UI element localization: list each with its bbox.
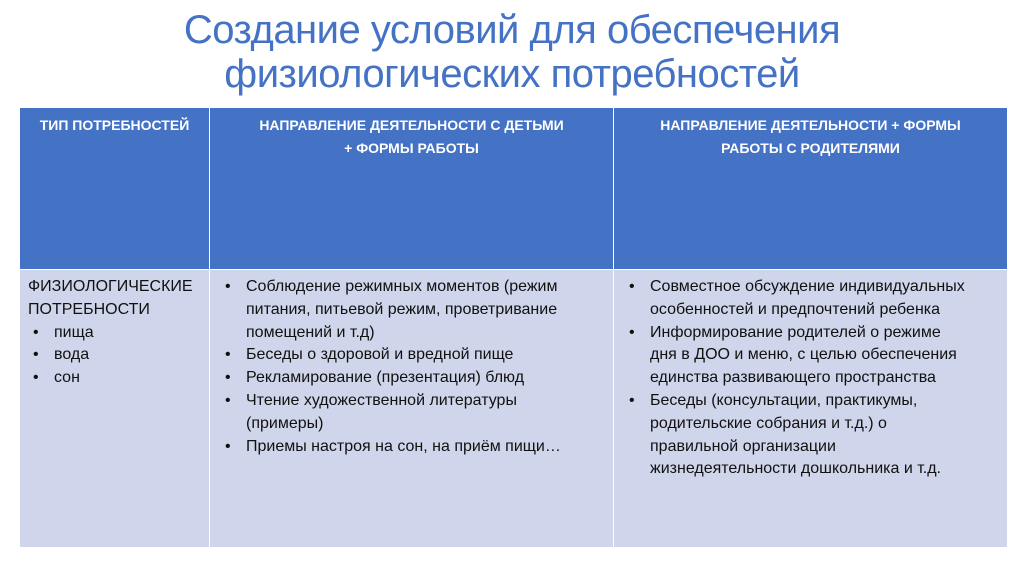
list-item-line: дня в ДОО и меню, с целью обеспечения [650, 346, 957, 364]
list-item-line: • Соблюдение режимных моментов (режим [246, 278, 558, 295]
list-item-line: правильной организации [650, 437, 836, 455]
header-text: НАПРАВЛЕНИЕ ДЕЯТЕЛЬНОСТИ С ДЕТЬМИ [259, 117, 564, 133]
list-item-line: питания, питьевой режим, проветривание [246, 300, 558, 318]
list-item [220, 344, 605, 367]
list-item-line: • Информирование родителей о режиме [650, 323, 941, 341]
list-item [624, 276, 999, 322]
list-item-line: • Чтение художественной литературы [246, 391, 517, 409]
need-list [28, 322, 201, 390]
list-item-line: • Беседы (консультации, практикумы, [650, 391, 918, 409]
need-type-cell [20, 270, 210, 548]
list-item [220, 276, 605, 344]
list-item-line: (примеры) [246, 414, 324, 432]
list-item [220, 436, 605, 459]
header-children [210, 108, 614, 270]
header-parents [614, 108, 1008, 270]
parents-list [624, 276, 999, 481]
list-item: • пища [28, 322, 201, 345]
parents-cell [614, 270, 1008, 548]
list-item-line: • Рекламирование (презентация) блюд [246, 369, 525, 387]
list-item-line: особенностей и предпочтений ребенка [650, 300, 941, 318]
children-cell [210, 270, 614, 548]
children-list [220, 276, 605, 458]
list-item-line: • Совместное обсуждение индивидуальных [650, 278, 965, 295]
list-item-line: единства развивающего пространства [650, 369, 936, 387]
list-item: • сон [28, 367, 201, 390]
header-text: ТИП ПОТРЕБНОСТЕЙ [39, 117, 190, 133]
need-heading: ПОТРЕБНОСТИ [28, 300, 150, 318]
list-item [624, 390, 999, 481]
need-heading: ФИЗИОЛОГИЧЕСКИЕ [28, 278, 193, 295]
table-row [20, 270, 1008, 548]
header-text: НАПРАВЛЕНИЕ ДЕЯТЕЛЬНОСТИ + ФОРМЫ [660, 117, 961, 133]
header-text: + ФОРМЫ РАБОТЫ [344, 140, 479, 156]
table-header-row [20, 108, 1008, 270]
title-line: Создание условий для обеспечения [183, 8, 841, 52]
needs-table [19, 107, 1008, 548]
slide-title [0, 8, 1024, 96]
list-item: • вода [28, 344, 201, 367]
list-item-line: родительские собрания и т.д.) о [650, 414, 887, 432]
list-item [220, 390, 605, 436]
list-item-line: жизнедеятельности дошкольника и т.д. [650, 460, 941, 478]
list-item [220, 367, 605, 390]
title-line: физиологических потребностей [224, 52, 800, 96]
list-item-line: помещений и т.д) [246, 323, 375, 341]
header-text: РАБОТЫ С РОДИТЕЛЯМИ [721, 140, 900, 156]
list-item-line: • Беседы о здоровой и вредной пище [246, 346, 514, 364]
list-item-line: • Приемы настроя на сон, на приём пищи… [246, 437, 561, 455]
list-item [624, 322, 999, 390]
header-need-type [20, 108, 210, 270]
